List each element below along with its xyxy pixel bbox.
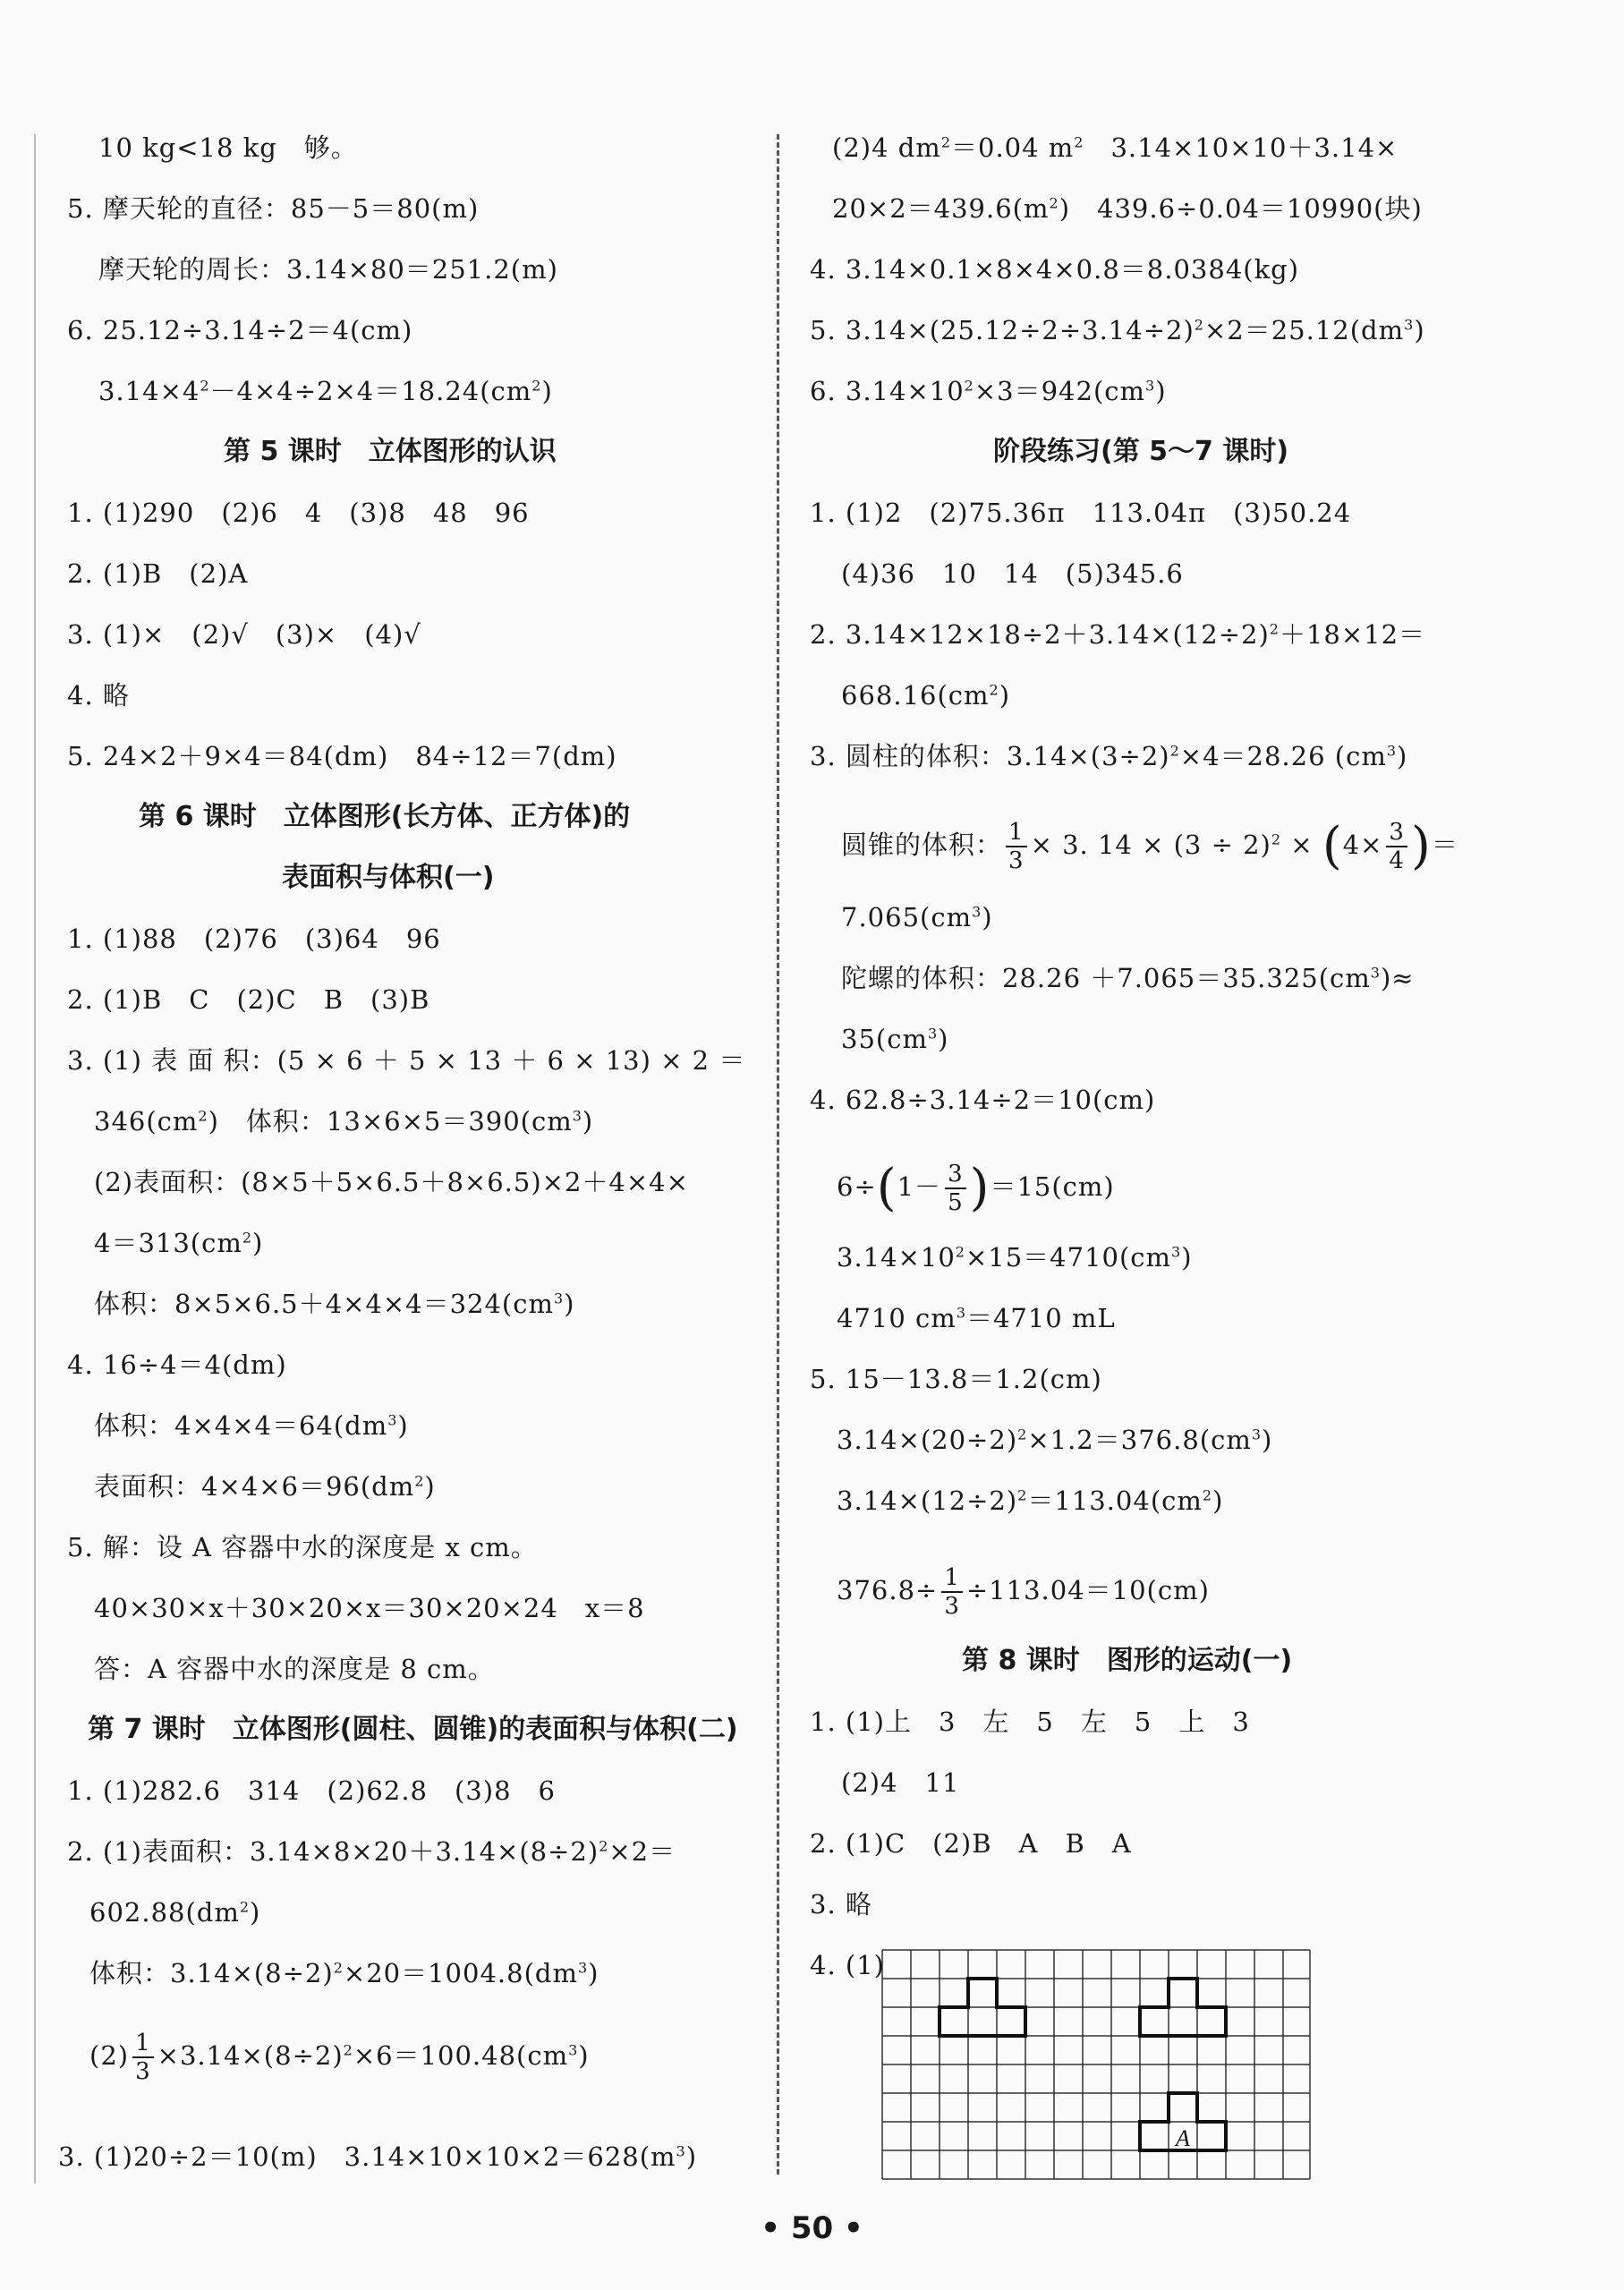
lesson-7-q2b: $602.88(dm^2)$ [89,1897,261,1928]
lesson-6-q4a: 4. 16÷4＝4(dm) [67,1349,287,1380]
answer-line: (2)4 $dm^2=0.04$ $m^2$ 3.14×10×10＋3.14× [832,132,1399,163]
page-number-value: 50 [790,2210,834,2246]
lesson-7-title: 第 7 课时 立体图形(圆柱、圆锥)的表面积与体积(二) [88,1714,738,1745]
answer-line: 10 kg<18 kg 够。 [98,132,358,163]
fraction: $\frac{1}{3}$ [1006,819,1027,874]
lesson-7-q2d: (2) $\frac{1}{3}$ $\times 3.14\times(8\div 2)^2\times 6=100.48(cm^3)$ [89,2030,590,2085]
lesson-8-q4: 4. (1) [810,1950,885,1980]
translation-grid [881,1949,1311,2180]
page-number: • 50 • [761,2210,863,2246]
shape-label-a: A [1176,2125,1190,2151]
practice-q3d: 陀螺的体积：$28.26 +7.065=35.325(cm^3)\approx$ [841,963,1415,993]
practice-q4d: 4710 $cm^3=4710$ mL [837,1303,1116,1333]
lesson-7-q3a: 3. (1)20÷2＝10(m) $3.14\times 10\times 10\times 2=628(m^3)$ [58,2141,698,2172]
fraction: $\frac{3}{5}$ [945,1161,966,1216]
practice-q1b: (4)36 10 14 (5)345.6 [841,558,1184,589]
lesson-6-q3d: $4=313(cm^2)$ [94,1228,264,1258]
practice-q2a: 2. $3.14\times 12\times 18\div 2+3.14\times(12\div 2)^2+18\times 12=$ [810,619,1426,650]
lesson-8-title: 第 8 课时 图形的运动(一) [962,1645,1293,1676]
practice-q3e: $35(cm^3)$ [841,1024,949,1054]
answer-line: 4. 3.14×0.1×8×4×0.8＝8.0384(kg) [810,254,1300,285]
practice-q3a: 3. 圆柱的体积：$3.14\times(3\div 2)^2\times 4=28.26$ $(cm^3)$ [810,741,1408,771]
lesson-5-title: 第 5 课时 立体图形的认识 [224,436,557,467]
lesson-6-q3a: 3. (1) 表 面 积：(5 × 6 ＋ 5 × 13 ＋ 6 × 13) × 2 ＝ [67,1045,746,1076]
column-divider [777,134,779,2175]
lesson-8-q1a: 1. (1)上 3 左 5 左 5 上 3 [810,1707,1250,1737]
practice-q5c: $3.14\times(12\div 2)^2=113.04(cm^2)$ [837,1486,1224,1516]
practice-q1a: 1. (1)2 (2)75.36π 113.04π (3)50.24 [810,498,1352,528]
lesson-6-q5b: 40×30×x＋30×20×x＝30×20×24 x＝8 [94,1593,645,1623]
lesson-8-q1b: (2)4 11 [841,1767,960,1798]
lesson-6-q3b: $346(cm^2)$ 体积：$13\times 6\times 5=390(cm^3)$ [94,1106,594,1136]
lesson-5-q4: 4. 略 [67,680,130,711]
lesson-6-q5a: 5. 解：设 A 容器中水的深度是 x cm。 [67,1532,538,1562]
fraction: $\frac{1}{3}$ [941,1564,963,1620]
answer-line: 5. $3.14\times(25.12\div 2\div 3.14\div 2)^2\times 2=25.12(dm^3)$ [810,315,1425,345]
practice-q4b: 6÷(1－ $\frac{3}{5}$ )＝15(cm) [837,1159,1115,1217]
practice-q4c: $3.14\times 10^2\times 15=4710(cm^3)$ [837,1242,1193,1273]
lesson-5-q3: 3. (1)× (2)√ (3)× (4)√ [67,619,421,650]
lesson-6-q1: 1. (1)88 (2)76 (3)64 96 [67,924,441,954]
grid-lines [882,1950,1310,2179]
page-edge [34,134,36,2184]
lesson-6-subtitle: 表面积与体积(一) [282,862,495,893]
fraction: $\frac{3}{4}$ [1386,819,1407,874]
lesson-5-q2: 2. (1)B (2)A [67,558,249,589]
answer-q6: 6. 25.12÷3.14÷2＝4(cm) [67,315,413,345]
lesson-6-q4b: 体积：$4\times 4\times 4=64(dm^3)$ [94,1410,409,1441]
lesson-8-q3: 3. 略 [810,1889,872,1920]
answer-line: $20\times 2=439.6(m^2)$ 439.6÷0.04＝10990(块) [832,193,1423,224]
lesson-6-q2: 2. (1)B C (2)C B (3)B [67,984,430,1015]
answer-q5-diameter: 5. 摩天轮的直径：85－5＝80(m) [67,193,480,224]
lesson-7-q1: 1. (1)282.6 314 (2)62.8 (3)8 6 [67,1775,556,1806]
lesson-6-q4c: 表面积：$4\times 4\times 6=96(dm^2)$ [94,1471,436,1502]
fraction: $\frac{1}{3}$ [132,2030,154,2085]
practice-q2b: $668.16(cm^2)$ [841,680,1011,711]
lesson-5-q5: 5. 24×2＋9×4＝84(dm) 84÷12＝7(dm) [67,741,617,771]
practice-q5a: 5. 15－13.8＝1.2(cm) [810,1364,1102,1394]
practice-q5b: $3.14\times(20\div 2)^2\times 1.2=376.8(cm^3)$ [837,1425,1273,1455]
answer-q6-area: $3.14\times 4^2-4\times 4\div 2\times 4=18.24(cm^2)$ [98,376,553,406]
lesson-8-q2: 2. (1)C (2)B A B A [810,1828,1132,1859]
lesson-7-q2c: 体积：$3.14\times(8\div 2)^2\times 20=1004.8(dm^3)$ [89,1958,599,1988]
lesson-6-q5c: 答：A 容器中水的深度是 8 cm。 [94,1654,495,1684]
lesson-6-title: 第 6 课时 立体图形(长方体、正方体)的 [139,801,631,832]
practice-q3c: $7.065(cm^3)$ [841,902,993,932]
practice-q5d: 376.8÷ $\frac{1}{3}$ ÷113.04＝10(cm) [837,1564,1210,1620]
lesson-7-q2a: 2. (1)表面积：$3.14\times 8\times 20+3.14\times(8\div 2)^2\times 2=$ [67,1836,676,1867]
practice-q3b: 圆锥的体积： $\frac{1}{3}$ × 3. $14 \times (3 \div 2)^2 \times (4\times$ $\frac{3}{4}$ )＝ [841,817,1458,875]
answer-q5-circumference: 摩天轮的周长：3.14×80＝251.2(m) [98,254,558,285]
lesson-6-q3e: 体积：$8\times 5\times 6.5+4\times 4\times 4=324(cm^3)$ [94,1289,575,1319]
practice-q4a: 4. 62.8÷3.14÷2＝10(cm) [810,1085,1156,1115]
answer-line: 6. $3.14\times 10^2\times 3=942(cm^3)$ [810,376,1167,406]
lesson-5-q1: 1. (1)290 (2)6 4 (3)8 48 96 [67,498,530,528]
stage-practice-title: 阶段练习(第 5～7 课时) [993,436,1289,467]
lesson-6-q3c: (2)表面积：(8×5＋5×6.5＋8×6.5)×2＋4×4× [94,1167,689,1197]
